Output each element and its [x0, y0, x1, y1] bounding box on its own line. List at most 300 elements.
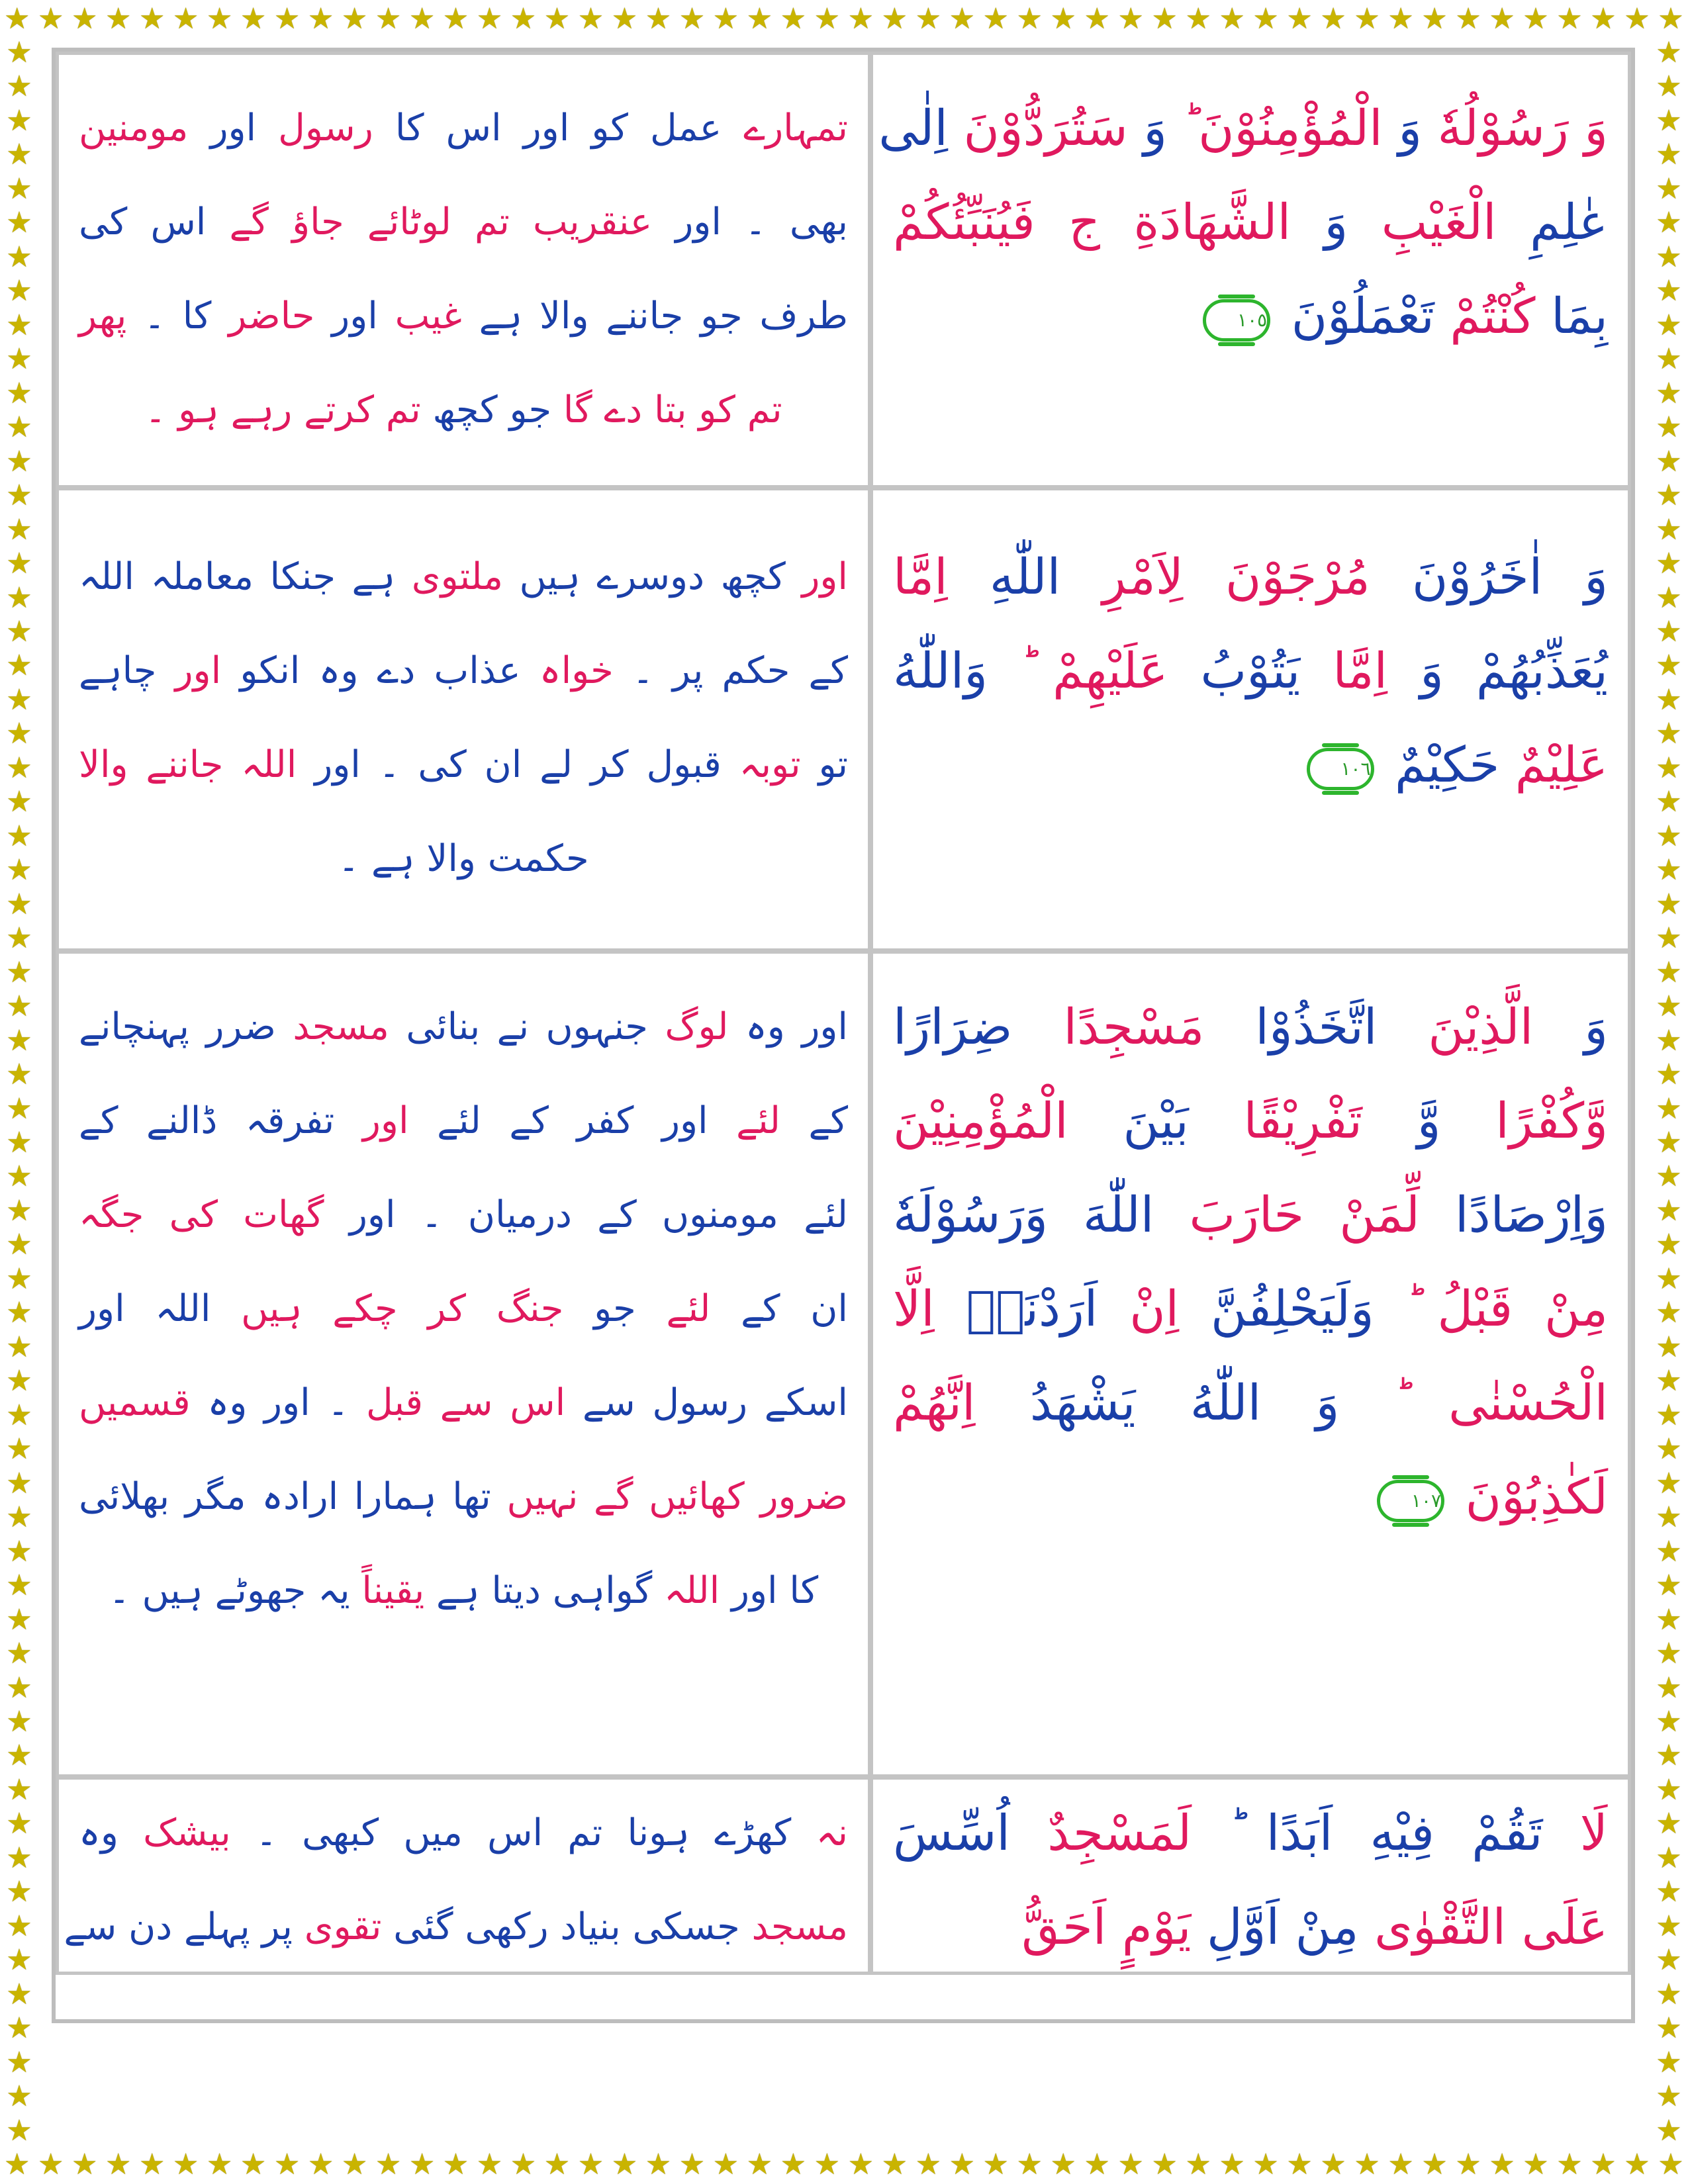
urdu-translation-line: [59, 1450, 868, 1544]
urdu-cell-107: [56, 950, 871, 1778]
arabic-text: [873, 530, 1628, 812]
star-icon: ★: [6, 171, 32, 206]
star-icon: ★: [1286, 2, 1313, 36]
word: کفر کے لئے: [437, 1099, 634, 1142]
arabic-cell-106: [870, 487, 1631, 952]
star-icon: ★: [6, 1602, 32, 1637]
word: کھڑے ہونا تم اس میں کبھی ۔: [255, 1811, 792, 1854]
word: وَ: [1584, 549, 1609, 606]
star-icon: ★: [4, 2, 30, 36]
star-icon: ★: [1084, 2, 1110, 36]
star-icon: ★: [915, 2, 942, 36]
star-icon: ★: [1590, 2, 1617, 36]
star-icon: ★: [746, 2, 773, 36]
star-icon: ★: [1656, 342, 1682, 377]
highlighted-word: توبہ: [739, 743, 801, 786]
word: وَاللّٰهُ: [893, 643, 988, 700]
word: جسکی بنیاد رکھی گئی: [393, 1905, 740, 1948]
highlighted-word: نہ: [816, 1811, 848, 1854]
star-icon: ★: [6, 1875, 32, 1909]
star-icon: ★: [1656, 478, 1682, 513]
star-icon: ★: [1656, 2011, 1682, 2046]
star-icon: ★: [679, 2, 706, 36]
highlighted-word: مومنین: [79, 107, 189, 150]
star-icon: ★: [1656, 1875, 1682, 1909]
star-icon: ★: [881, 2148, 908, 2181]
urdu-translation-line: [59, 980, 868, 1074]
star-icon: ★: [442, 2, 469, 36]
star-icon: ★: [1656, 1602, 1682, 1637]
highlighted-word: مَسْجِدًا: [1063, 999, 1205, 1056]
star-icon: ★: [71, 2148, 98, 2181]
star-icon: ★: [1656, 1909, 1682, 1943]
star-icon: ★: [1656, 1058, 1682, 1092]
highlighted-word: اَحَقُّ: [1021, 1899, 1107, 1956]
word: کا ۔: [144, 295, 212, 338]
star-icon: ★: [780, 2148, 807, 2181]
urdu-translation-line: [59, 1786, 868, 1880]
arabic-verse-line: [873, 269, 1628, 363]
word: اللّٰهِ: [989, 549, 1061, 606]
star-icon: ★: [240, 2, 267, 36]
highlighted-word: التَّقْوٰى: [1374, 1899, 1507, 1956]
star-icon: ★: [71, 2, 98, 36]
star-icon: ★: [577, 2, 604, 36]
star-icon: ★: [814, 2148, 841, 2181]
highlighted-word: قسمیں: [79, 1381, 191, 1424]
word: عذاب دے وہ انکو: [240, 649, 521, 692]
star-icon: ★: [1656, 1126, 1682, 1160]
star-icon: ★: [1320, 2148, 1346, 2181]
star-icon: ★: [1656, 1160, 1682, 1194]
word: وَ: [1315, 1375, 1340, 1432]
highlighted-word: وَّكُفْرًا: [1495, 1093, 1608, 1150]
star-icon: ★: [1656, 921, 1682, 956]
arabic-verse-line: [873, 980, 1628, 1074]
highlighted-word: عَلَى: [1521, 1899, 1608, 1956]
word: يَشْهَدُ: [1029, 1375, 1136, 1432]
star-icon: ★: [1656, 2113, 1682, 2148]
star-icon: ★: [6, 512, 32, 547]
star-icon: ★: [611, 2, 638, 36]
star-icon: ★: [476, 2, 503, 36]
word: کا اور: [731, 1569, 819, 1612]
star-icon: ★: [6, 547, 32, 581]
star-icon: ★: [1084, 2148, 1110, 2181]
urdu-cell-106: [56, 487, 871, 952]
star-icon: ★: [341, 2148, 368, 2181]
star-icon: ★: [645, 2, 672, 36]
star-icon: ★: [1656, 36, 1682, 69]
star-icon: ★: [476, 2148, 503, 2181]
arabic-text: [873, 81, 1628, 363]
verse-number-marker: ١٠٥: [1203, 299, 1270, 341]
highlighted-word: اِنَّهُمْ: [893, 1375, 976, 1432]
star-icon: ★: [1455, 2, 1481, 36]
star-icon: ★: [341, 2, 368, 36]
highlighted-word: تم کرتے رہے ہو ۔: [144, 388, 421, 432]
star-icon: ★: [1252, 2148, 1279, 2181]
highlighted-word: تم کو بتا دے گا: [563, 388, 782, 432]
word: بَيْنَ: [1123, 1093, 1189, 1150]
word: بِمَا: [1551, 288, 1608, 345]
urdu-translation-line: [59, 81, 868, 175]
star-icon: ★: [138, 2, 165, 36]
urdu-cell-105: [56, 52, 871, 488]
word: کچھ دوسرے ہیں: [519, 555, 786, 598]
star-icon: ★: [1590, 2148, 1617, 2181]
highlighted-word: قَبْلُ ؕ: [1405, 1281, 1513, 1338]
highlighted-word: پھر: [79, 295, 127, 338]
word: عٰلِمِ: [1530, 194, 1608, 251]
word: اور: [210, 107, 257, 150]
highlighted-word: الشَّهَادَةِ ج: [1068, 194, 1291, 251]
highlighted-word: اور: [362, 1099, 409, 1142]
word: گواہی دیتا ہے: [436, 1569, 653, 1612]
arabic-verse-line: [873, 1786, 1628, 1880]
arabic-verse-line: [873, 1356, 1628, 1450]
star-icon: ★: [6, 1739, 32, 1773]
word: وَ: [1584, 999, 1608, 1056]
star-icon: ★: [645, 2148, 672, 2181]
star-icon: ★: [1656, 1228, 1682, 1262]
star-icon: ★: [6, 342, 32, 377]
word: اُسِّسَ: [893, 1805, 1010, 1862]
star-icon: ★: [6, 240, 32, 274]
star-icon: ★: [1656, 1261, 1682, 1296]
star-icon: ★: [1656, 1091, 1682, 1126]
highlighted-word: بیشک: [143, 1811, 231, 1854]
word: ضرر پہنچانے: [79, 1005, 276, 1048]
star-icon: ★: [1489, 2, 1515, 36]
star-icon: ★: [6, 36, 32, 69]
star-icon: ★: [1656, 1637, 1682, 1671]
urdu-translation-line: [59, 363, 868, 457]
star-icon: ★: [6, 785, 32, 819]
highlighted-word: عَلَيْهِمْ ؕ: [1020, 643, 1168, 700]
highlighted-word: اِلَّا: [893, 1281, 935, 1338]
word: فِيْهِ: [1370, 1805, 1434, 1862]
highlighted-word: تَفْرِيْقًا: [1243, 1093, 1362, 1150]
star-icon: ★: [1556, 2148, 1583, 2181]
star-icon: ★: [1656, 1364, 1682, 1398]
star-icon: ★: [6, 1909, 32, 1943]
star-icon: ★: [307, 2, 334, 36]
star-icon: ★: [1151, 2, 1178, 36]
word: کے حکم پر ۔: [632, 649, 848, 692]
star-icon: ★: [712, 2, 739, 36]
star-icon: ★: [1656, 103, 1682, 138]
star-icon: ★: [1489, 2148, 1515, 2181]
star-icon: ★: [1658, 2148, 1684, 2181]
star-icon: ★: [1656, 1466, 1682, 1500]
highlighted-word: اللہ: [664, 1569, 720, 1612]
star-icon: ★: [1523, 2, 1549, 36]
arabic-text: [873, 1786, 1628, 1974]
word: اللّٰهَ: [1083, 1187, 1154, 1244]
highlighted-word: خواہ: [539, 649, 614, 692]
star-icon: ★: [6, 1091, 32, 1126]
star-icon: ★: [6, 1058, 32, 1092]
star-icon: ★: [1656, 955, 1682, 989]
content-frame: [52, 48, 1635, 2023]
star-icon: ★: [442, 2148, 469, 2181]
highlighted-word: سَتُرَدُّوْنَ: [963, 100, 1128, 157]
star-icon: ★: [915, 2148, 942, 2181]
urdu-translation-line: [59, 175, 868, 269]
highlighted-word: یقیناً: [361, 1569, 425, 1612]
star-icon: ★: [1656, 649, 1682, 683]
star-icon: ★: [375, 2, 402, 36]
star-icon: ★: [1656, 751, 1682, 785]
star-icon: ★: [1656, 1807, 1682, 1841]
star-icon: ★: [1185, 2148, 1211, 2181]
star-icon: ★: [780, 2, 807, 36]
star-icon: ★: [1354, 2148, 1380, 2181]
word: عمل کو اور اس کا: [395, 107, 722, 150]
star-icon: ★: [6, 1126, 32, 1160]
star-icon: ★: [1656, 240, 1682, 274]
word: وہ: [79, 1811, 118, 1854]
star-icon: ★: [37, 2, 64, 36]
star-icon: ★: [1656, 1432, 1682, 1467]
star-icon: ★: [6, 1670, 32, 1705]
word: طرف جو جاننے والا ہے: [479, 295, 848, 338]
star-icon: ★: [6, 1193, 32, 1228]
star-icon: ★: [172, 2148, 199, 2181]
word: جنہوں نے بنائی: [406, 1005, 648, 1048]
star-icon: ★: [408, 2, 436, 36]
arabic-verse-line: [873, 1450, 1628, 1544]
star-icon: ★: [6, 1500, 32, 1535]
word: یہ جھوٹے ہیں ۔: [108, 1569, 350, 1612]
star-icon: ★: [6, 682, 32, 717]
star-icon: ★: [510, 2, 537, 36]
urdu-translation-line: [59, 624, 868, 718]
star-icon: ★: [6, 103, 32, 138]
highlighted-word: مُرْجَوْنَ: [1225, 549, 1370, 606]
word: وَّ: [1417, 1093, 1441, 1150]
highlighted-word: اللہ جاننے والا: [79, 743, 297, 786]
highlighted-word: لوگ: [665, 1005, 729, 1048]
star-icon: ★: [1656, 682, 1682, 717]
star-icon: ★: [814, 2, 841, 36]
star-icon: ★: [6, 819, 32, 853]
urdu-translation-line: [59, 1880, 868, 1974]
word: اور: [332, 295, 378, 338]
word: وَلَيَحْلِفُنَّ: [1210, 1281, 1374, 1338]
star-icon: ★: [1050, 2, 1076, 36]
word: وَرَسُوْلَهٗ: [893, 1187, 1048, 1244]
star-icon: ★: [1320, 2, 1346, 36]
star-icon: ★: [172, 2, 199, 36]
highlighted-word: عنقریب تم لوٹائے جاؤ گے: [229, 201, 653, 244]
urdu-translation-line: [59, 718, 868, 812]
star-icon: ★: [543, 2, 571, 36]
star-icon: ★: [408, 2148, 436, 2181]
word: تو: [818, 743, 848, 786]
arabic-cell-105: [870, 52, 1631, 488]
word: وَ: [1324, 194, 1348, 251]
star-border-left: [0, 38, 38, 2146]
word: جو کچھ: [432, 388, 552, 432]
star-icon: ★: [1656, 989, 1682, 1024]
word: ضِرَارًا: [893, 999, 1013, 1056]
star-icon: ★: [6, 887, 32, 921]
star-icon: ★: [1656, 206, 1682, 240]
highlighted-word: لئے: [736, 1099, 780, 1142]
urdu-translation-line: [59, 812, 868, 906]
highlighted-word: اِنْ: [1129, 1281, 1180, 1338]
star-icon: ★: [6, 1432, 32, 1467]
star-icon: ★: [1656, 2045, 1682, 2079]
star-icon: ★: [307, 2148, 334, 2181]
star-icon: ★: [1656, 1670, 1682, 1705]
urdu-translation-line: [59, 1356, 868, 1450]
star-icon: ★: [712, 2148, 739, 2181]
star-icon: ★: [6, 1977, 32, 2011]
word: وَاِرْصَادًا: [1455, 1187, 1608, 1244]
star-icon: ★: [1219, 2, 1245, 36]
star-icon: ★: [6, 751, 32, 785]
word: ان کے: [741, 1287, 848, 1330]
arabic-verse-line: [873, 1168, 1628, 1262]
star-icon: ★: [6, 2011, 32, 2046]
highlighted-word: حاضر: [228, 295, 315, 338]
star-icon: ★: [6, 580, 32, 615]
star-icon: ★: [6, 308, 32, 342]
arabic-text: [873, 980, 1628, 1544]
star-icon: ★: [6, 1841, 32, 1875]
star-icon: ★: [6, 1569, 32, 1603]
star-icon: ★: [6, 1807, 32, 1841]
star-icon: ★: [6, 1261, 32, 1296]
word: ۔ اور وہ: [207, 1381, 350, 1424]
star-icon: ★: [375, 2148, 402, 2181]
arabic-verse-line: [873, 81, 1628, 175]
urdu-translation-line: [59, 1074, 868, 1168]
highlighted-word: مسجد: [293, 1005, 389, 1048]
highlighted-word: اِمَّا: [1333, 643, 1388, 700]
star-icon: ★: [1656, 547, 1682, 581]
star-icon: ★: [6, 2113, 32, 2148]
star-icon: ★: [982, 2148, 1009, 2181]
urdu-text: [59, 1786, 868, 1974]
word: وَ: [1420, 643, 1444, 700]
star-icon: ★: [1387, 2, 1414, 36]
urdu-text: [59, 530, 868, 906]
star-icon: ★: [1656, 1704, 1682, 1739]
star-icon: ★: [1656, 1023, 1682, 1058]
star-icon: ★: [6, 955, 32, 989]
arabic-cell-107: [870, 950, 1631, 1778]
star-icon: ★: [1656, 1534, 1682, 1569]
arabic-verse-line: [873, 624, 1628, 718]
star-icon: ★: [1185, 2, 1211, 36]
star-icon: ★: [1656, 1772, 1682, 1807]
highlighted-word: لئے: [666, 1287, 711, 1330]
highlighted-word: اور: [802, 555, 848, 598]
highlighted-word: اِمَّا: [893, 549, 948, 606]
star-icon: ★: [1656, 512, 1682, 547]
highlighted-word: رسول: [278, 107, 373, 150]
arabic-verse-line: [873, 1880, 1628, 1974]
highlighted-word: اور: [175, 649, 222, 692]
highlighted-word: لِّمَنْ: [1339, 1187, 1420, 1244]
star-icon: ★: [1656, 1569, 1682, 1603]
star-icon: ★: [847, 2, 874, 36]
star-icon: ★: [240, 2148, 267, 2181]
urdu-translation-line: [59, 1168, 868, 1262]
star-icon: ★: [1656, 614, 1682, 649]
star-icon: ★: [1523, 2148, 1549, 2181]
star-icon: ★: [6, 138, 32, 172]
star-icon: ★: [6, 1466, 32, 1500]
urdu-text: [59, 980, 868, 1638]
arabic-verse-line: [873, 530, 1628, 624]
star-icon: ★: [6, 206, 32, 240]
star-icon: ★: [1656, 1193, 1682, 1228]
word: بھی ۔ اور: [675, 201, 848, 244]
star-icon: ★: [1656, 1943, 1682, 1978]
highlighted-word: جنگ کر چکے ہیں: [241, 1287, 564, 1330]
star-icon: ★: [6, 1364, 32, 1398]
star-icon: ★: [6, 853, 32, 887]
word: اَبَدًا ؕ: [1229, 1805, 1333, 1862]
word: اَرَدْنَاۤ: [966, 1281, 1098, 1338]
word: اٰخَرُوْنَ: [1411, 549, 1543, 606]
star-icon: ★: [949, 2148, 976, 2181]
star-icon: ★: [1656, 308, 1682, 342]
word: اور وہ: [745, 1005, 848, 1048]
arabic-verse-line: [873, 1262, 1628, 1356]
word: ہے جنکا معاملہ اللہ: [79, 555, 396, 598]
star-icon: ★: [6, 1704, 32, 1739]
star-icon: ★: [1656, 1296, 1682, 1330]
word: چاہے: [79, 649, 157, 692]
star-icon: ★: [1656, 410, 1682, 445]
highlighted-word: لَكٰذِبُوْنَ: [1465, 1469, 1608, 1525]
star-icon: ★: [1624, 2148, 1650, 2181]
star-icon: ★: [1016, 2, 1043, 36]
highlighted-word: الْحُسْنٰى ؕ: [1393, 1375, 1609, 1432]
star-icon: ★: [6, 376, 32, 410]
star-icon: ★: [881, 2, 908, 36]
star-icon: ★: [1656, 444, 1682, 478]
word: تَقُمْ: [1472, 1805, 1543, 1862]
star-icon: ★: [1252, 2, 1279, 36]
star-icon: ★: [6, 1943, 32, 1978]
word: حَكِيْمٌ: [1395, 737, 1500, 794]
star-icon: ★: [6, 1228, 32, 1262]
star-icon: ★: [1624, 2, 1650, 36]
highlighted-word: الْمُؤْمِنُوْنَ ؕ: [1182, 100, 1383, 157]
star-icon: ★: [1219, 2148, 1245, 2181]
verse-number-marker: ١٠٧: [1377, 1480, 1444, 1522]
star-icon: ★: [1656, 819, 1682, 853]
word: حکمت والا ہے ۔: [338, 837, 589, 880]
word: وَ: [1143, 100, 1168, 157]
word: پر پہلے دن سے: [64, 1905, 293, 1948]
star-icon: ★: [1117, 2148, 1144, 2181]
arabic-verse-line: [873, 718, 1628, 812]
star-icon: ★: [1656, 171, 1682, 206]
star-icon: ★: [206, 2148, 233, 2181]
star-icon: ★: [6, 989, 32, 1024]
word: جو: [594, 1287, 636, 1330]
word: اور: [661, 1099, 708, 1142]
star-icon: ★: [138, 2148, 165, 2181]
